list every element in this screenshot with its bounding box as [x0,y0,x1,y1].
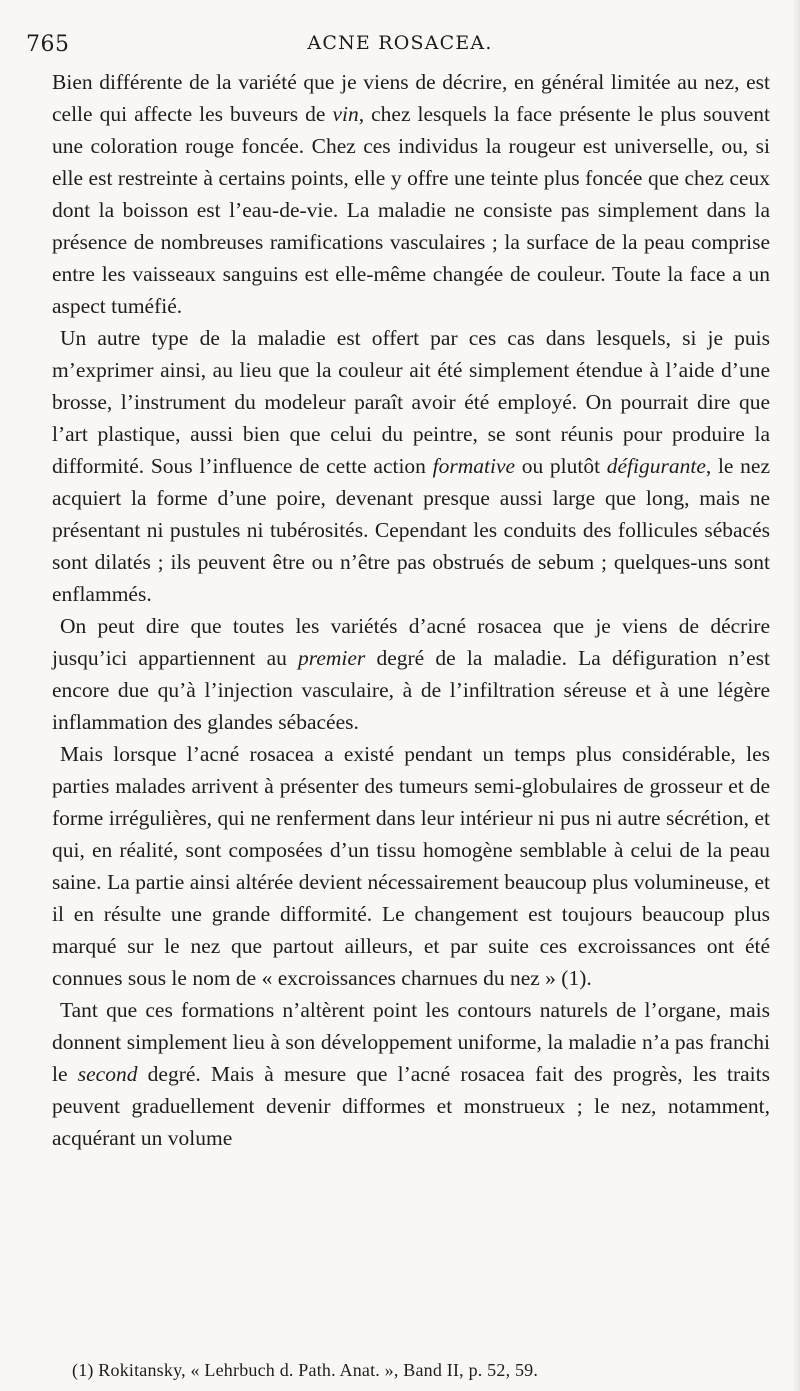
page-body [52,66,770,1154]
paragraph: Bien différente de la variété que je viens de décrire, en général limitée au nez, est celle qui affecte les buveurs de vin, chez lesquels la face présente le plus souvent une coloration rouge foncée. Chez ces individus la rougeur est universelle, ou, si elle est restreinte à certains points, elle y offre une teinte plus foncée que chez ceux dont la boisson est l’eau-de-vie. La maladie ne consiste pas simplement dans la présence de nombreuses ramifications vasculaires ; la surface de la peau comprise entre les vaisseaux sanguins est elle-même changée de couleur. Toute la face a un aspect tuméfié. [52,70,770,318]
footnote: (1) Rokitansky, « Lehrbuch d. Path. Anat. », Band II, p. 52, 59. [72,1360,539,1380]
paragraph: Tant que ces formations n’altèrent point les contours naturels de l’organe, mais donnent simplement lieu à son développement uniforme, la maladie n’a pas franchi le second degré. Mais à mesure que l’acné rosacea fait des progrès, les traits peuvent graduellement devenir difformes et monstrueux ; le nez, notamment, acquérant un volume [52,998,770,1150]
paragraph: On peut dire que toutes les variétés d’acné rosacea que je viens de décrire jusqu’ici appartiennent au premier degré de la maladie. La défiguration n’est encore due qu’à l’injection vasculaire, à de l’infiltration séreuse et à une légère inflammation des glandes sébacées. [52,614,770,734]
running-title: ACNE ROSACEA. [307,32,493,54]
paragraph: Mais lorsque l’acné rosacea a existé pendant un temps plus considérable, les parties malades arrivent à présenter des tumeurs semi-globulaires de grosseur et de forme irrégulières, qui ne renferment dans leur intérieur ni pus ni autre sécrétion, et qui, en réalité, sont composées d’un tissu homogène semblable à celui de la peau saine. La partie ainsi altérée devient nécessairement beaucoup plus volumineuse, et il en résulte une grande difformité. Le changement est toujours beaucoup plus marqué sur le nez que partout ailleurs, et par suite ces excroissances ont été connues sous le nom de « excroissances charnues du nez » (1). [52,742,770,990]
page-header [26,32,774,62]
page-number: 765 [26,32,70,57]
italic-term: premier [298,646,366,670]
italic-term: vin [332,102,359,126]
italic-term: formative [432,454,516,478]
italic-term: défigurante [606,454,706,478]
italic-term: second [77,1062,138,1086]
paragraph: Un autre type de la maladie est offert par ces cas dans lesquels, si je puis m’exprimer ainsi, au lieu que la couleur ait été simplement étendue à l’aide d’une brosse, l’instrument du modeleur paraît avoir été employé. On pourrait dire que l’art plastique, aussi bien que celui du peintre, se sont réunis pour produire la difformité. Sous l’influence de cette action formative ou plutôt défigurante, le nez acquiert la forme d’une poire, devenant presque aussi large que long, mais ne présentant ni pustules ni tubérosités. Cependant les conduits des follicules sébacés sont dilatés ; ils peuvent être ou n’être pas obstrués de sebum ; quelques-uns sont enflammés. [52,326,770,606]
page-edge-shadow [792,0,800,1391]
